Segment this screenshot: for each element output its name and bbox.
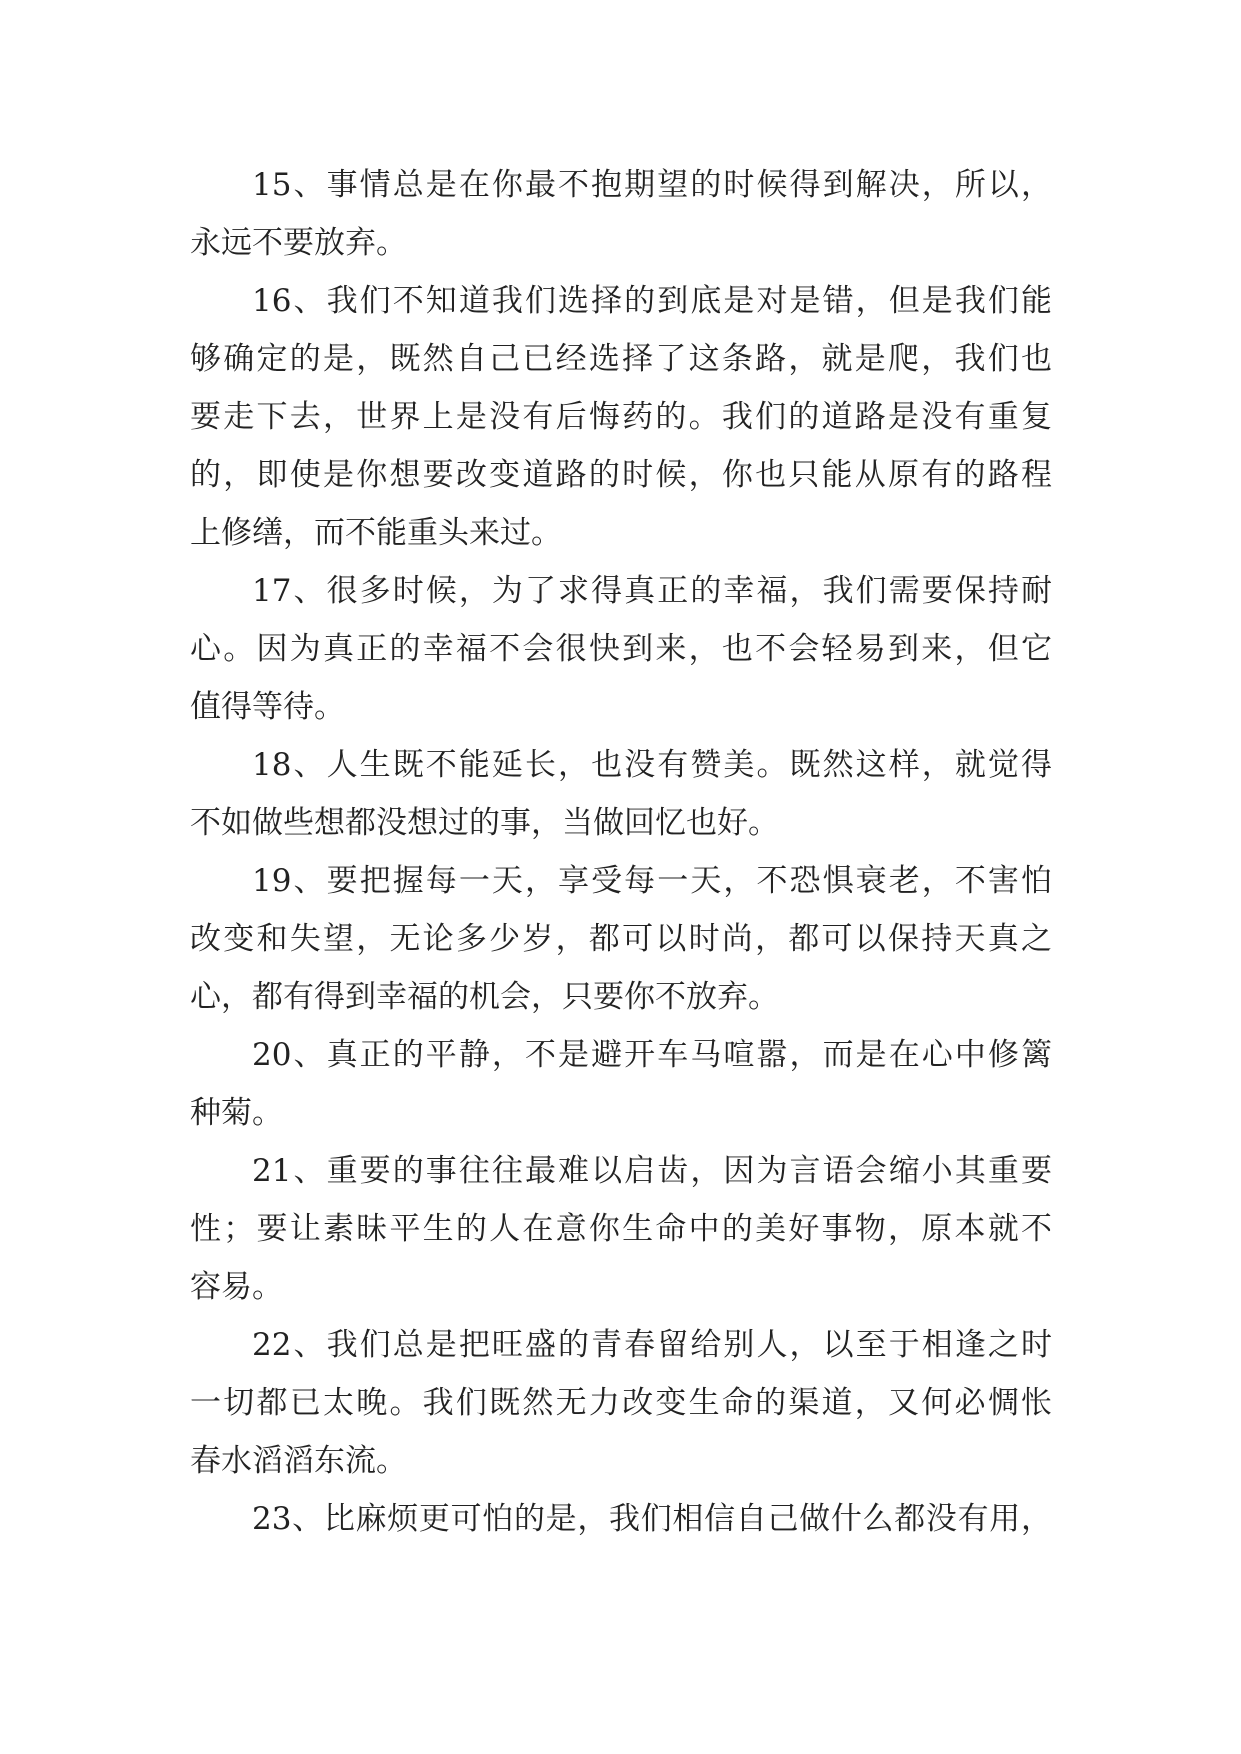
paragraph-line: 种菊。 bbox=[190, 1095, 283, 1131]
paragraph-23 bbox=[190, 1490, 1052, 1548]
paragraph-line: 不如做些想都没想过的事，当做回忆也好。 bbox=[190, 805, 779, 841]
paragraph-22 bbox=[190, 1316, 1052, 1490]
paragraph-line: 够确定的是，既然自己已经选择了这条路，就是爬，我们也 bbox=[190, 341, 1052, 377]
document-page bbox=[190, 156, 1052, 1548]
paragraph-18 bbox=[190, 736, 1052, 852]
paragraph-line: 心，都有得到幸福的机会，只要你不放弃。 bbox=[190, 979, 779, 1015]
paragraph-17 bbox=[190, 562, 1052, 736]
paragraph-20 bbox=[190, 1026, 1052, 1142]
paragraph-line: 的，即使是你想要改变道路的时候，你也只能从原有的路程 bbox=[190, 457, 1052, 493]
paragraph-15 bbox=[190, 156, 1052, 272]
paragraph-line: 15、事情总是在你最不抱期望的时候得到解决，所以， bbox=[252, 167, 1052, 203]
paragraph-line: 容易。 bbox=[190, 1269, 283, 1305]
paragraph-line: 心。因为真正的幸福不会很快到来，也不会轻易到来，但它 bbox=[190, 631, 1052, 667]
paragraph-line: 性；要让素昧平生的人在意你生命中的美好事物，原本就不 bbox=[190, 1211, 1052, 1247]
paragraph-line: 16、我们不知道我们选择的到底是对是错，但是我们能 bbox=[252, 283, 1052, 319]
paragraph-line: 18、人生既不能延长，也没有赞美。既然这样，就觉得 bbox=[252, 747, 1052, 783]
paragraph-line: 21、重要的事往往最难以启齿，因为言语会缩小其重要 bbox=[252, 1153, 1052, 1189]
paragraph-line: 23、比麻烦更可怕的是，我们相信自己做什么都没有用， bbox=[252, 1501, 1052, 1537]
paragraph-line: 要走下去，世界上是没有后悔药的。我们的道路是没有重复 bbox=[190, 399, 1052, 435]
paragraph-21 bbox=[190, 1142, 1052, 1316]
paragraph-line: 17、很多时候，为了求得真正的幸福，我们需要保持耐 bbox=[252, 573, 1052, 609]
paragraph-19 bbox=[190, 852, 1052, 1026]
paragraph-line: 春水滔滔东流。 bbox=[190, 1443, 407, 1479]
paragraph-line: 19、要把握每一天，享受每一天，不恐惧衰老，不害怕 bbox=[252, 863, 1052, 899]
paragraph-line: 22、我们总是把旺盛的青春留给别人，以至于相逢之时 bbox=[252, 1327, 1052, 1363]
paragraph-16 bbox=[190, 272, 1052, 562]
paragraph-line: 一切都已太晚。我们既然无力改变生命的渠道，又何必惆怅 bbox=[190, 1385, 1052, 1421]
paragraph-line: 值得等待。 bbox=[190, 689, 345, 725]
paragraph-line: 永远不要放弃。 bbox=[190, 225, 407, 261]
paragraph-line: 上修缮，而不能重头来过。 bbox=[190, 515, 562, 551]
paragraph-line: 改变和失望，无论多少岁，都可以时尚，都可以保持天真之 bbox=[190, 921, 1052, 957]
paragraph-line: 20、真正的平静，不是避开车马喧嚣，而是在心中修篱 bbox=[252, 1037, 1052, 1073]
